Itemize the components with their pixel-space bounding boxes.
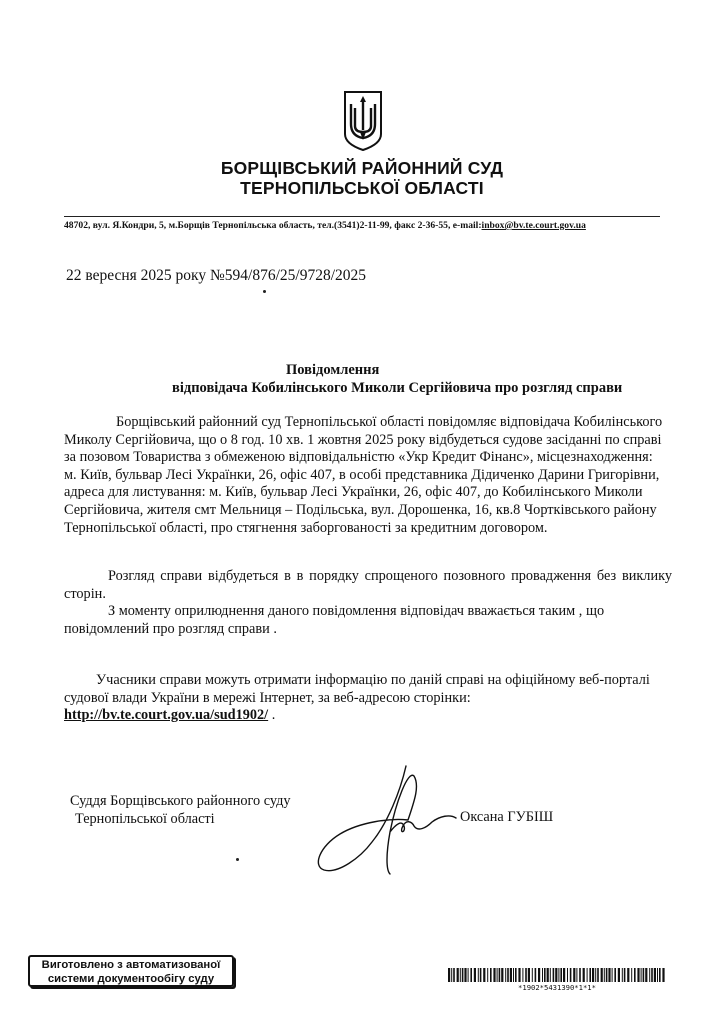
barcode-bar xyxy=(544,968,546,982)
barcode-bar xyxy=(507,968,509,982)
barcode-bar xyxy=(576,968,577,982)
barcode-bar xyxy=(573,968,575,982)
paragraph-hearing-text: Борщівський районний суд Тернопільської області повідомляє відповідача Кобилінського Миколу Сергійовича, що о 8 год. 10 хв. 1 жовтня 2025 року відбудеться судове засіданні по справі за позовом Товариства з обмеженою відповідальністю «Укр Кредит Фінанс», місцезнаходження: м. Київ, бульвар Лесі Українки, 26, офіс 407, в особі представника Дідиченко Дарини Григорівни, адреса для листування: м. Київ, бульвар Лесі Українки, 26, офіс 407, до Кобилінського Миколи Сергійовича, жителя смт Мельниця – Подільська, вул. Дорошенка, 16, кв.8 Чортківського району Тернопільської області, про стягнення заборгованості за кредитним договором. xyxy=(64,414,663,536)
barcode-bar xyxy=(601,968,603,982)
barcode-bar xyxy=(493,968,495,982)
notice-heading: Повідомлення xyxy=(286,362,380,378)
email-link[interactable]: inbox@bv.te.court.gov.ua xyxy=(481,220,586,231)
barcode-bar xyxy=(547,968,549,982)
handwritten-signature xyxy=(310,762,460,882)
barcode-bar xyxy=(515,968,517,982)
judge-title xyxy=(70,793,291,828)
barcode-bar xyxy=(525,968,527,982)
barcode-bar xyxy=(614,968,616,982)
barcode-bar xyxy=(478,968,479,982)
document-barcode xyxy=(448,968,666,982)
barcode-bar xyxy=(643,968,645,982)
barcode-bar xyxy=(595,968,596,982)
barcode-bar xyxy=(622,968,623,982)
court-name-line1: БОРЩІВСЬКИЙ РАЙОННИЙ СУД xyxy=(220,158,504,178)
barcode-bar xyxy=(550,968,551,982)
barcode-bar xyxy=(501,968,503,982)
judge-name: Оксана ГУБІШ xyxy=(460,809,554,825)
barcode-bar xyxy=(518,968,520,982)
barcode-bar xyxy=(641,968,642,982)
paragraph-website-text: Учасники справи можуть отримати інформацію по даній справі на офіційному веб-порталі судової влади України в мережі Інтернет, за веб-адресою сторінки: xyxy=(64,672,650,706)
paragraph-procedure-text: Розгляд справи відбудеться в в порядку спрощеного позовного провадження без виклику сторін. xyxy=(64,568,672,602)
speck xyxy=(263,290,266,293)
barcode-bar xyxy=(542,968,543,982)
barcode-bar xyxy=(583,968,585,982)
barcode-bar xyxy=(558,968,559,982)
barcode-bar xyxy=(555,968,557,982)
paragraph-website xyxy=(64,672,672,725)
paragraph-notified xyxy=(64,603,664,638)
judge-title-line2: Тернопільської області xyxy=(75,810,215,827)
barcode-bar xyxy=(608,968,610,982)
notice-subheading: відповідача Кобилінського Миколи Сергійовича про розгляд справи xyxy=(172,380,623,396)
barcode-bar xyxy=(528,968,530,982)
stamp-line2: системи документообігу суду xyxy=(47,973,215,985)
barcode-bar xyxy=(470,968,472,982)
barcode-bar xyxy=(474,968,476,982)
barcode-bar xyxy=(538,968,540,982)
paragraph-procedure xyxy=(64,568,672,603)
barcode-bar xyxy=(460,968,461,982)
barcode-bar xyxy=(657,968,658,982)
barcode-bar xyxy=(651,968,653,982)
barcode-bar xyxy=(490,968,492,982)
barcode-bar xyxy=(462,968,464,982)
barcode-bar xyxy=(634,968,636,982)
court-contacts xyxy=(64,220,664,231)
barcode-bar xyxy=(612,968,613,982)
barcode-bar xyxy=(645,968,647,982)
contacts-text: 48702, вул. Я.Кондри, 5, м.Борщів Тернопільська область, тел.(3541)2-11-99, факс 2-36-55, e-mail: xyxy=(64,220,482,231)
paragraph-hearing xyxy=(64,414,664,537)
barcode-bar xyxy=(560,968,562,982)
barcode-bar xyxy=(589,968,591,982)
barcode-bar xyxy=(649,968,650,982)
barcode-bar xyxy=(604,968,605,982)
barcode-bar xyxy=(662,968,664,982)
barcode-bar xyxy=(567,968,568,982)
barcode-bar xyxy=(579,968,581,982)
barcode-bar xyxy=(448,968,450,982)
barcode-bar xyxy=(483,968,485,982)
barcode-bar xyxy=(468,968,469,982)
header-divider xyxy=(64,216,660,217)
barcode-bar xyxy=(522,968,523,982)
barcode-bar xyxy=(592,968,594,982)
speck xyxy=(236,858,239,861)
barcode-bar xyxy=(480,968,482,982)
barcode-bar xyxy=(513,968,514,982)
court-name-line2: ТЕРНОПІЛЬСЬКОЇ ОБЛАСТІ xyxy=(240,178,484,198)
barcode-bar xyxy=(510,968,512,982)
barcode-bar xyxy=(659,968,661,982)
barcode-bar xyxy=(553,968,555,982)
barcode-bar xyxy=(453,968,455,982)
barcode-bar xyxy=(457,968,459,982)
barcode-bar xyxy=(505,968,506,982)
auto-system-stamp xyxy=(28,955,234,987)
court-website-link[interactable]: http://bv.te.court.gov.ua/sud1902/ xyxy=(64,707,269,724)
judge-title-line1: Суддя Борщівського районного суду xyxy=(70,793,291,809)
barcode-bar xyxy=(631,968,632,982)
barcode-bar xyxy=(563,968,565,982)
barcode-bar xyxy=(499,968,501,982)
barcode-bar xyxy=(535,968,537,982)
barcode-bar xyxy=(654,968,656,982)
barcode-bar xyxy=(627,968,629,982)
barcode-bar xyxy=(497,968,498,982)
barcode-bar xyxy=(618,968,620,982)
barcode-bar xyxy=(587,968,588,982)
barcode-number: *1902*5431390*1*1* xyxy=(518,983,596,992)
barcode-bar xyxy=(606,968,608,982)
barcode-bar xyxy=(597,968,599,982)
barcode-bar xyxy=(637,968,639,982)
coat-of-arms-icon xyxy=(343,90,383,152)
date-and-number: 22 вересня 2025 року №594/876/25/9728/2025 xyxy=(66,267,367,284)
barcode-bar xyxy=(570,968,572,982)
barcode-bar xyxy=(487,968,488,982)
paragraph-website-end: . xyxy=(268,707,276,724)
barcode-bar xyxy=(624,968,626,982)
barcode-bar xyxy=(451,968,452,982)
stamp-line1: Виготовлено з автоматизованої xyxy=(41,959,221,971)
barcode-bar xyxy=(532,968,533,982)
barcode-bar xyxy=(464,968,466,982)
paragraph-notified-text: З моменту оприлюднення даного повідомлення відповідач вважається таким , що повідомлений про розгляд справи . xyxy=(64,603,605,637)
